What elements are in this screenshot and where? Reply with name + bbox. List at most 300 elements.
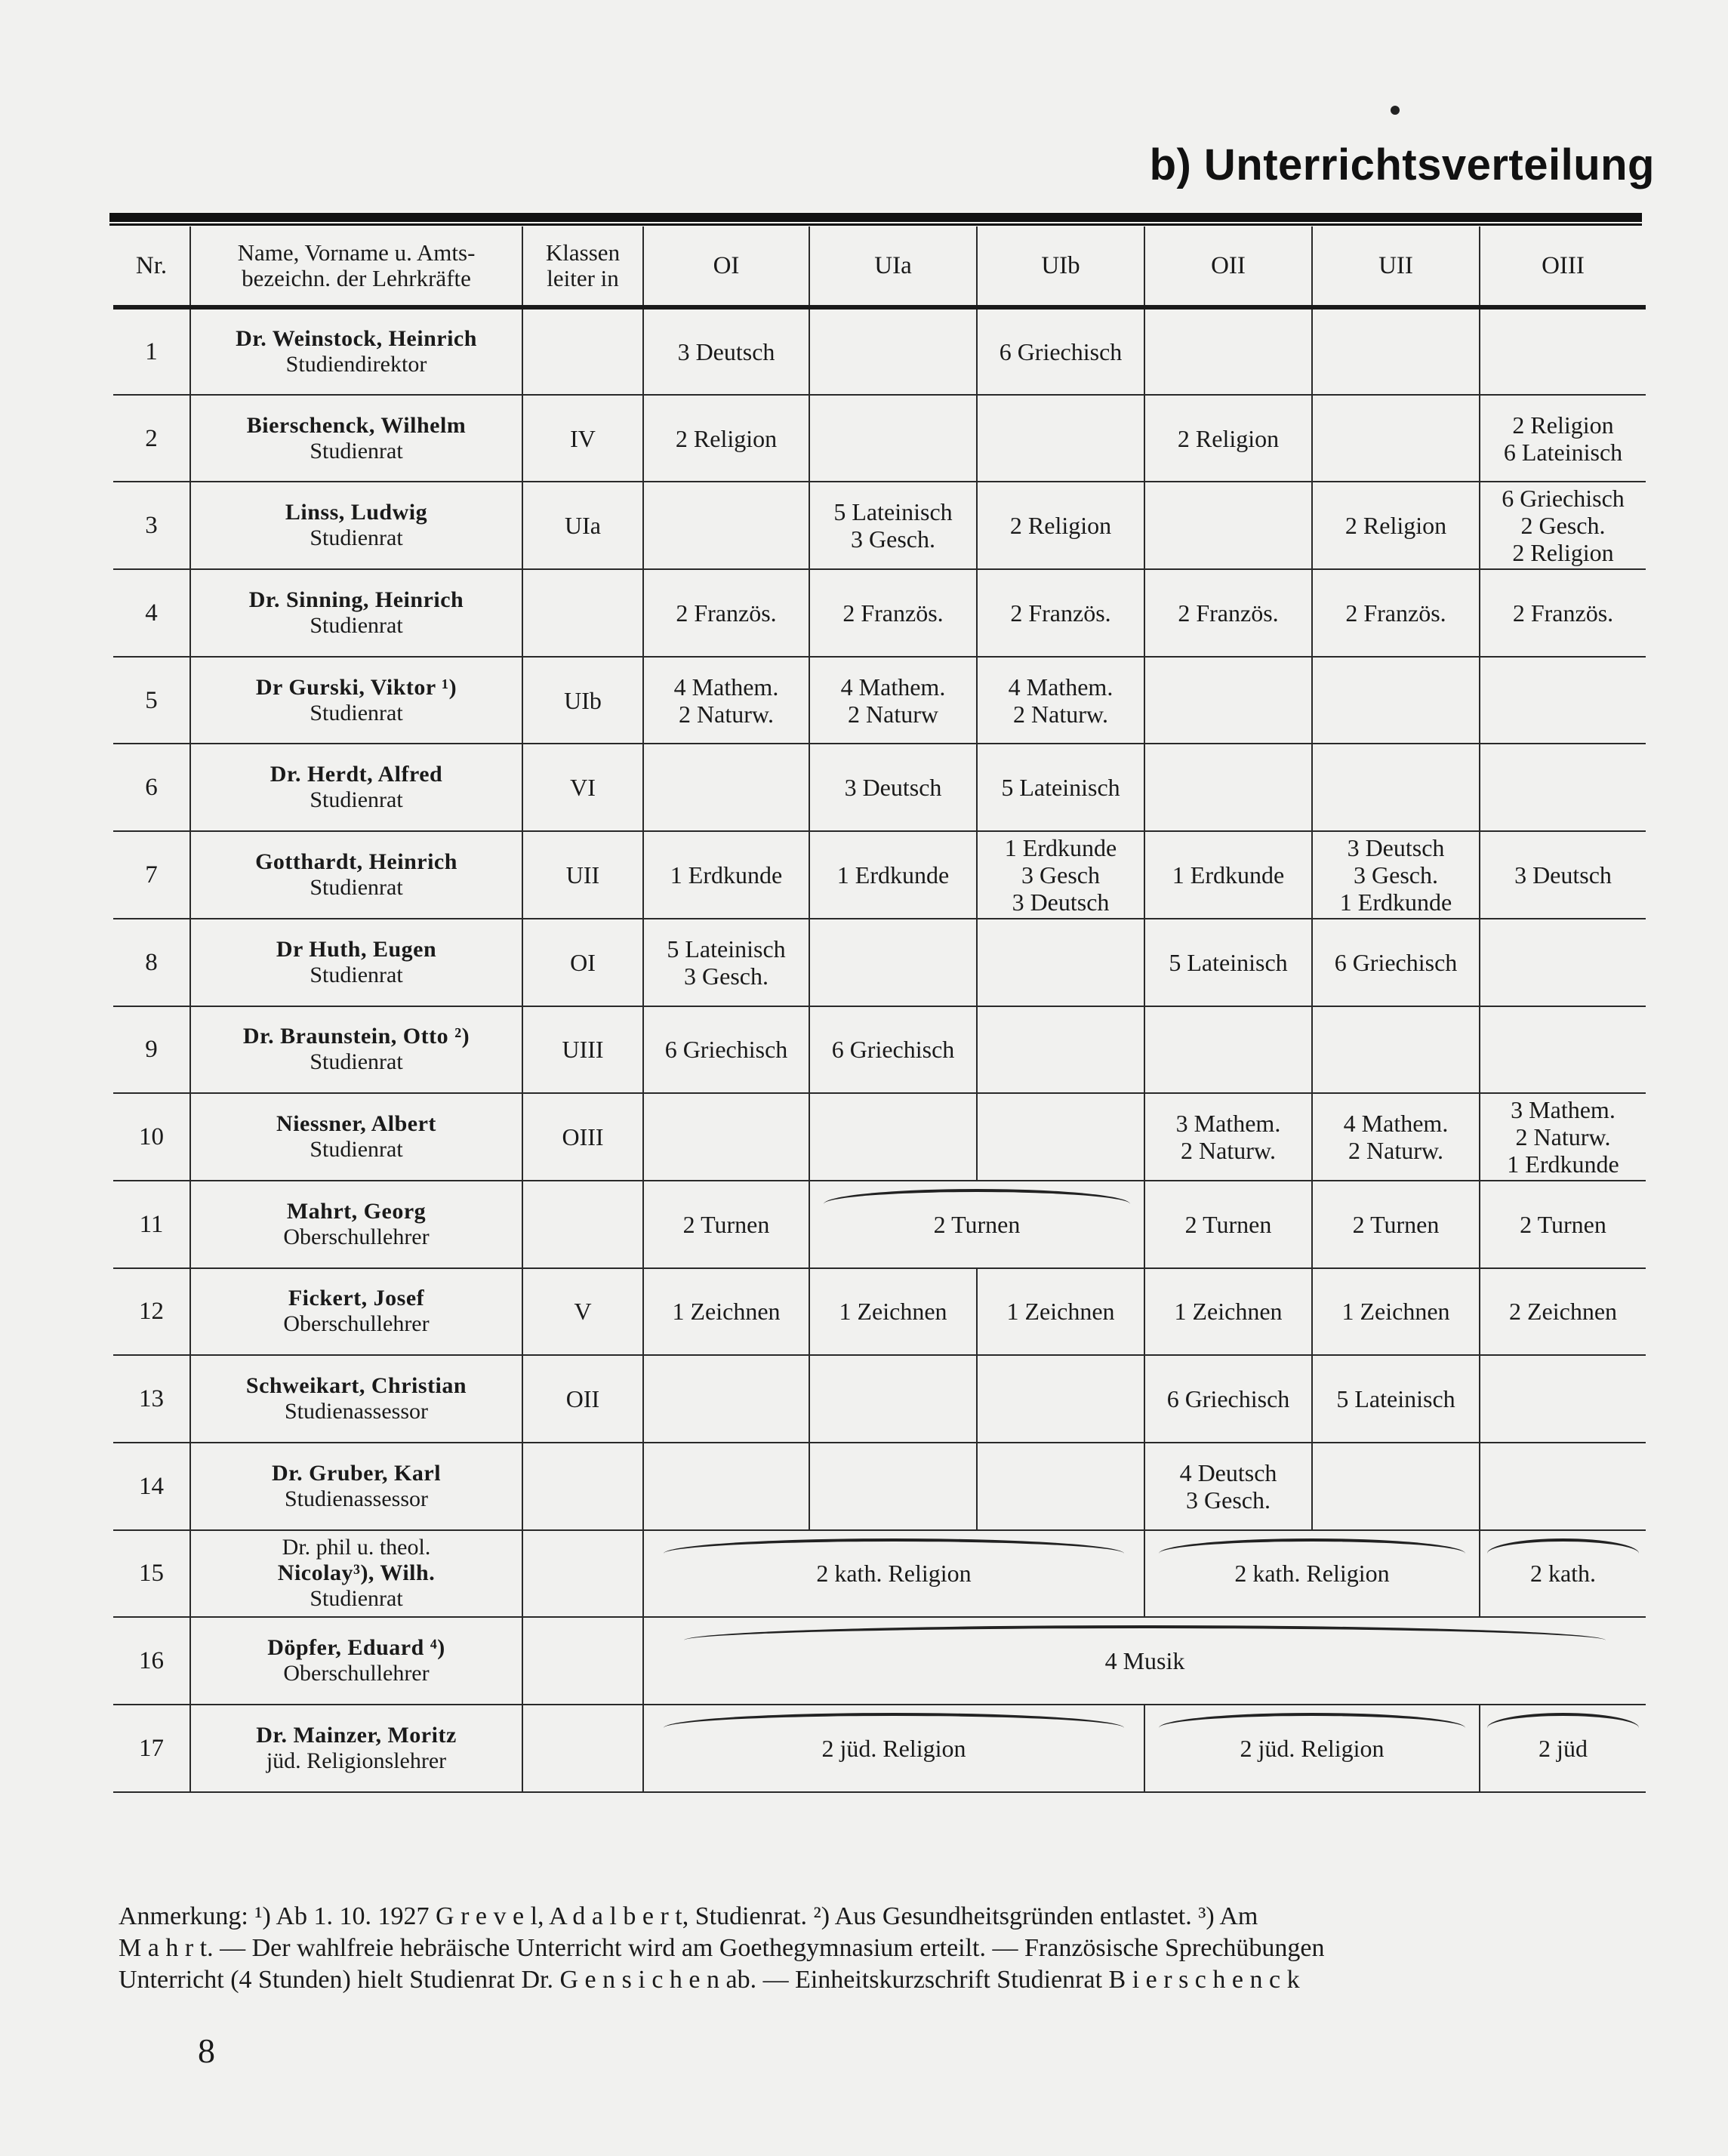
table-cell (113, 1093, 190, 1181)
table-cell (522, 1181, 643, 1268)
table-cell (1480, 1705, 1646, 1792)
table-row (113, 395, 1646, 482)
table-row (113, 1268, 1646, 1356)
cell-line: 17 (139, 1734, 164, 1762)
table-row (113, 1355, 1646, 1443)
teacher-name-cell (190, 569, 522, 657)
top-rule-thin (109, 223, 1642, 226)
cell-line: 3 Deutsch (1347, 833, 1445, 861)
table-cell (977, 307, 1144, 395)
table-cell (1480, 1006, 1646, 1094)
table-cell (1480, 1530, 1646, 1618)
table-cell (809, 919, 977, 1006)
table-row (113, 831, 1646, 919)
table-cell (809, 569, 977, 657)
table-cell (1480, 307, 1646, 395)
cell-line: V (574, 1298, 592, 1326)
table-cell (1312, 919, 1480, 1006)
cell-line: 2 jüd. Religion (1240, 1734, 1385, 1762)
teacher-name: Dr. Mainzer, Moritz (256, 1722, 457, 1748)
table-cell (1312, 657, 1480, 744)
distribution-table (113, 226, 1646, 1793)
cell-line: 2 Naturw. (679, 700, 774, 728)
teacher-title: Studienrat (310, 874, 403, 900)
teacher-name: Schweikart, Christian (245, 1373, 467, 1399)
table-cell (809, 482, 977, 569)
footnote (119, 1901, 1651, 1996)
table-cell (643, 657, 809, 744)
table-cell (522, 482, 643, 569)
brace-icon (1487, 1713, 1640, 1728)
table-cell (1144, 1355, 1312, 1443)
table-row (113, 1443, 1646, 1530)
cell-line: 2 Naturw. (1013, 700, 1108, 728)
table-cell (522, 1093, 643, 1181)
cell-line: 2 Religion (1177, 424, 1280, 452)
table-cell (643, 1530, 1144, 1618)
teacher-name-cell (190, 1705, 522, 1792)
table-cell (643, 1268, 809, 1356)
teacher-name: Mahrt, Georg (286, 1198, 427, 1224)
table-cell (522, 1355, 643, 1443)
teacher-name: Döpfer, Eduard ⁴) (267, 1635, 445, 1661)
table-cell (522, 1006, 643, 1094)
teacher-name: Dr. Weinstock, Heinrich (236, 325, 477, 351)
table-cell (1480, 1355, 1646, 1443)
cell-line: 8 (145, 948, 158, 976)
table-cell (1312, 1006, 1480, 1094)
table-cell (643, 1093, 809, 1181)
table-cell (113, 1705, 190, 1792)
table-cell (113, 744, 190, 831)
teacher-name-cell (190, 482, 522, 569)
table-cell (1480, 919, 1646, 1006)
teacher-name: Dr Gurski, Viktor ¹) (255, 674, 457, 700)
teacher-name: Gotthardt, Heinrich (255, 849, 457, 874)
table-cell (1480, 569, 1646, 657)
table-cell (522, 657, 643, 744)
table-cell (1312, 395, 1480, 482)
cell-line: 6 Lateinisch (1503, 438, 1623, 466)
cell-line: 1 Zeichnen (839, 1298, 947, 1326)
table-cell (113, 919, 190, 1006)
table-cell (809, 1443, 977, 1530)
table-row (113, 919, 1646, 1006)
cell-line: UIb (564, 686, 602, 714)
cell-line: 3 Mathem. (1511, 1096, 1616, 1124)
teacher-title: Studienassessor (285, 1399, 428, 1424)
teacher-name-cell (190, 919, 522, 1006)
table-cell (522, 1705, 643, 1792)
table-cell (977, 1355, 1144, 1443)
cell-line: 14 (139, 1472, 164, 1500)
table-cell (1144, 744, 1312, 831)
teacher-title: jüd. Religionslehrer (266, 1748, 447, 1773)
teacher-name: Bierschenck, Wilhelm (246, 412, 467, 438)
cell-line: 3 Deutsch (1514, 861, 1612, 889)
teacher-name: Dr. Gruber, Karl (271, 1460, 442, 1486)
table-cell (977, 1093, 1144, 1181)
footnote-line: Unterricht (4 Stunden) hielt Studienrat Dr. G e n s i c h e n ab. — Einheitskurzschrift Studienrat B i e r s c h e n c k (119, 1966, 1300, 1994)
table-cell (643, 1443, 809, 1530)
table-cell (1312, 569, 1480, 657)
brace-icon (664, 1538, 1123, 1554)
table-cell (1480, 1181, 1646, 1268)
cell-line: 4 (145, 599, 158, 627)
table-row (113, 1181, 1646, 1268)
table-row (113, 1093, 1646, 1181)
brace-icon (824, 1189, 1131, 1204)
teacher-title: Studienrat (310, 962, 403, 987)
cell-line: 11 (139, 1210, 164, 1238)
cell-line: 2 Französ. (842, 599, 944, 627)
cell-line: 3 Gesch (1021, 861, 1100, 889)
teacher-name-cell (190, 1530, 522, 1618)
teacher-name: Linss, Ludwig (285, 500, 428, 525)
table-cell (977, 831, 1144, 919)
table-cell (1144, 569, 1312, 657)
cell-line: 12 (139, 1298, 164, 1326)
col-header-uib: UIb (977, 226, 1144, 307)
cell-line: OI (570, 948, 596, 976)
brace-icon (1159, 1713, 1466, 1728)
teacher-title: Studienrat (310, 1049, 403, 1075)
cell-line: 2 Religion (1345, 512, 1447, 540)
table-cell (1312, 1268, 1480, 1356)
table-cell (643, 1617, 1646, 1705)
cell-line: 7 (145, 861, 158, 889)
cell-line: 2 Turnen (933, 1210, 1021, 1238)
cell-line: 3 Mathem. (1175, 1110, 1281, 1138)
footnote-line: Anmerkung: ¹) Ab 1. 10. 1927 G r e v e l, A d a l b e r t, Studienrat. ²) Aus Gesundheitsgründen entlastet. ³) Am (119, 1902, 1258, 1930)
table-header-row (113, 226, 1646, 307)
table-cell (113, 395, 190, 482)
table-cell (1144, 307, 1312, 395)
teacher-name-cell (190, 831, 522, 919)
teacher-name-cell (190, 395, 522, 482)
table-cell (522, 395, 643, 482)
table-cell (522, 744, 643, 831)
table-cell (1312, 307, 1480, 395)
table-cell (1480, 395, 1646, 482)
table-cell (977, 395, 1144, 482)
table-row (113, 1530, 1646, 1618)
teacher-title: Oberschullehrer (283, 1224, 430, 1249)
col-header-uii: UII (1312, 226, 1480, 307)
cell-line: 10 (139, 1123, 164, 1151)
cell-line: 9 (145, 1036, 158, 1064)
table-cell (1312, 744, 1480, 831)
table-cell (113, 569, 190, 657)
cell-line: 1 Erdkunde (1507, 1150, 1619, 1178)
cell-line: UII (565, 861, 600, 889)
table-cell (977, 569, 1144, 657)
cell-line: 2 jüd (1539, 1734, 1588, 1762)
teacher-name-cell (190, 657, 522, 744)
table-cell (1480, 744, 1646, 831)
cell-line: 1 Erdkunde (670, 861, 783, 889)
table-cell (809, 1006, 977, 1094)
ink-dot (1391, 106, 1400, 115)
cell-line: 6 Griechisch (1166, 1385, 1290, 1413)
cell-line: 2 kath. Religion (1234, 1560, 1390, 1588)
table-cell (643, 744, 809, 831)
cell-line: 2 Turnen (682, 1210, 770, 1238)
cell-line: 1 Erdkunde (1339, 888, 1452, 916)
teacher-name-cell (190, 1093, 522, 1181)
table-cell (1480, 1268, 1646, 1356)
teacher-name: Dr. Braunstein, Otto ²) (242, 1024, 470, 1049)
cell-line: 6 (145, 774, 158, 802)
cell-line: 5 Lateinisch (1336, 1385, 1455, 1413)
teacher-title: Studienrat (310, 700, 403, 725)
table-cell (643, 1705, 1144, 1792)
teacher-name: Fickert, Josef (288, 1286, 425, 1311)
cell-line: 2 Turnen (1352, 1210, 1440, 1238)
table-cell (809, 1093, 977, 1181)
table-cell (1480, 1443, 1646, 1530)
table-cell (1312, 482, 1480, 569)
teacher-name-cell (190, 1006, 522, 1094)
table-cell (977, 1443, 1144, 1530)
table-cell (1144, 1443, 1312, 1530)
teacher-name-cell (190, 307, 522, 395)
table-cell (1144, 1181, 1312, 1268)
cell-line: 2 (145, 424, 158, 452)
table-cell (1144, 1268, 1312, 1356)
cell-line: 2 Französ. (1178, 599, 1279, 627)
col-header-leiter: Klassen leiter in (522, 226, 643, 307)
col-header-nr: Nr. (113, 226, 190, 307)
table-cell (1144, 919, 1312, 1006)
cell-line: 1 Erdkunde (1172, 861, 1285, 889)
cell-line: 2 Naturw. (1348, 1137, 1443, 1165)
cell-line: 2 kath. (1529, 1560, 1597, 1588)
cell-line: 13 (139, 1385, 164, 1413)
table-cell (522, 1268, 643, 1356)
cell-line: IV (570, 424, 596, 452)
table-cell (977, 1006, 1144, 1094)
table-cell (643, 482, 809, 569)
teacher-title: Oberschullehrer (283, 1311, 430, 1337)
brace-icon (1487, 1538, 1640, 1554)
table-cell (522, 831, 643, 919)
footnote-line: M a h r t. — Der wahlfreie hebräische Unterricht wird am Goethegymnasium erteilt. — Französische Sprechübungen (119, 1934, 1325, 1962)
teacher-name-line: Dr. phil u. theol. (282, 1535, 431, 1560)
cell-line: 2 Naturw. (1515, 1123, 1611, 1151)
table-cell (809, 1268, 977, 1356)
table-cell (113, 657, 190, 744)
cell-line: 2 Religion (1009, 512, 1112, 540)
table-row (113, 1617, 1646, 1705)
table-row (113, 307, 1646, 395)
cell-line: 3 Gesch. (1354, 861, 1438, 889)
cell-line: 5 Lateinisch (833, 498, 953, 526)
cell-line: VI (570, 774, 596, 802)
teacher-name-cell (190, 1355, 522, 1443)
table-cell (643, 307, 809, 395)
table-cell (522, 569, 643, 657)
cell-line: 3 Deutsch (844, 774, 942, 802)
table-cell (809, 831, 977, 919)
table-cell (977, 1268, 1144, 1356)
cell-line: 1 Zeichnen (672, 1298, 781, 1326)
table-cell (113, 1268, 190, 1356)
col-header-name: Name, Vorname u. Amts- bezeichn. der Lehrkräfte (190, 226, 522, 307)
brace-icon (664, 1713, 1123, 1728)
cell-line: 1 Zeichnen (1006, 1298, 1115, 1326)
table-cell (1312, 1181, 1480, 1268)
cell-line: 3 Gesch. (684, 962, 769, 990)
table-cell (1144, 482, 1312, 569)
table-cell (1312, 831, 1480, 919)
teacher-name-cell (190, 744, 522, 831)
table-cell (809, 307, 977, 395)
cell-line: 3 Gesch. (1186, 1486, 1271, 1514)
cell-line: 6 Griechisch (664, 1036, 788, 1064)
teacher-title: Studienrat (310, 612, 403, 638)
cell-line: 1 (145, 337, 158, 365)
table-cell (643, 1355, 809, 1443)
cell-line: 5 Lateinisch (1001, 774, 1120, 802)
cell-line: OIII (562, 1123, 604, 1151)
table-cell (113, 482, 190, 569)
col-header-oi: OI (643, 226, 809, 307)
cell-line: 16 (139, 1647, 164, 1675)
teacher-name: Niessner, Albert (276, 1111, 436, 1137)
teacher-name: Dr. Herdt, Alfred (270, 762, 443, 787)
teacher-title: Studienrat (310, 1137, 403, 1163)
brace-icon (1159, 1538, 1466, 1554)
table-cell (1480, 657, 1646, 744)
table-cell (113, 1355, 190, 1443)
table-cell (522, 307, 643, 395)
table-cell (809, 1355, 977, 1443)
table-cell (522, 1443, 643, 1530)
teacher-name: Dr Huth, Eugen (276, 936, 437, 962)
cell-line: 4 Mathem. (840, 673, 946, 701)
cell-line: 3 Gesch. (851, 525, 935, 553)
cell-line: 6 Griechisch (1334, 948, 1458, 976)
table-cell (1144, 1530, 1480, 1618)
cell-line: 2 Turnen (1520, 1210, 1606, 1238)
page-number: 8 (198, 2031, 215, 2070)
table-cell (977, 919, 1144, 1006)
table-cell (977, 744, 1144, 831)
top-rule (109, 213, 1642, 222)
teacher-name-line: Studienrat (310, 1586, 403, 1612)
table-cell (643, 395, 809, 482)
table-cell (809, 657, 977, 744)
teacher-title: Studienassessor (285, 1486, 428, 1511)
col-header-oiii: OIII (1480, 226, 1646, 307)
cell-line: 2 Französ. (676, 599, 777, 627)
table-row (113, 1705, 1646, 1792)
table-cell (809, 744, 977, 831)
table-cell (1144, 1006, 1312, 1094)
table-cell (1144, 1705, 1480, 1792)
table-cell (643, 919, 809, 1006)
cell-line: 2 Französ. (1010, 599, 1111, 627)
table-cell (113, 1181, 190, 1268)
page-title: b) Unterrichtsverteilung (1149, 140, 1655, 189)
cell-line: 4 Musik (1104, 1647, 1185, 1675)
cell-line: 2 Naturw (848, 700, 938, 728)
table-cell (1480, 831, 1646, 919)
col-header-uia: UIa (809, 226, 977, 307)
teacher-title: Studienrat (310, 787, 403, 813)
teacher-name-line: Nicolay³), Wilh. (277, 1560, 436, 1586)
table-row (113, 569, 1646, 657)
table-cell (977, 657, 1144, 744)
teacher-title: Studienrat (310, 525, 403, 551)
table-cell (1312, 1443, 1480, 1530)
cell-line: 2 Turnen (1184, 1210, 1272, 1238)
teacher-name-cell (190, 1443, 522, 1530)
teacher-title: Studiendirektor (285, 351, 427, 377)
cell-line: 5 Lateinisch (667, 935, 786, 962)
table-row (113, 657, 1646, 744)
cell-line: 1 Erdkunde (1004, 833, 1117, 861)
cell-line: 6 Griechisch (999, 337, 1123, 365)
cell-line: 3 Deutsch (1012, 888, 1110, 916)
cell-line: 1 Zeichnen (1341, 1298, 1450, 1326)
table-cell (643, 569, 809, 657)
cell-line: 6 Griechisch (831, 1036, 955, 1064)
cell-line: 15 (139, 1560, 164, 1588)
cell-line: 2 Französ. (1345, 599, 1446, 627)
cell-line: 2 Naturw. (1181, 1137, 1276, 1165)
cell-line: 4 Mathem. (1008, 673, 1113, 701)
cell-line: UIa (565, 512, 601, 540)
teacher-title: Studienrat (310, 438, 403, 464)
cell-line: UIII (562, 1036, 604, 1064)
cell-line: 4 Mathem. (673, 673, 779, 701)
cell-line: 2 Religion (1512, 411, 1614, 439)
table-cell (113, 1530, 190, 1618)
cell-line: 4 Mathem. (1343, 1110, 1449, 1138)
table-cell (809, 1181, 1144, 1268)
teacher-title: Oberschullehrer (283, 1661, 430, 1686)
cell-line: 2 Religion (675, 424, 778, 452)
cell-line: 2 Religion (1512, 539, 1614, 567)
cell-line: 2 kath. Religion (816, 1560, 972, 1588)
cell-line: 2 Französ. (1512, 599, 1614, 627)
cell-line: 4 Deutsch (1179, 1458, 1277, 1486)
col-header-oii: OII (1144, 226, 1312, 307)
table-cell (977, 482, 1144, 569)
table-cell (113, 307, 190, 395)
table-row (113, 482, 1646, 569)
brace-icon (684, 1625, 1606, 1640)
cell-line: 2 jüd. Religion (821, 1734, 966, 1762)
table-row (113, 1006, 1646, 1094)
cell-line: 1 Zeichnen (1174, 1298, 1283, 1326)
cell-line: 3 Deutsch (677, 337, 775, 365)
table-cell (1312, 1093, 1480, 1181)
table-cell (1144, 657, 1312, 744)
cell-line: 6 Griechisch (1502, 485, 1625, 513)
cell-line: 3 (145, 512, 158, 540)
table-cell (643, 1006, 809, 1094)
cell-line: 1 Erdkunde (836, 861, 950, 889)
table-cell (1480, 482, 1646, 569)
table-cell (113, 1006, 190, 1094)
table-cell (1312, 1355, 1480, 1443)
table-cell (1480, 1093, 1646, 1181)
table-cell (1144, 395, 1312, 482)
teacher-name-cell (190, 1617, 522, 1705)
